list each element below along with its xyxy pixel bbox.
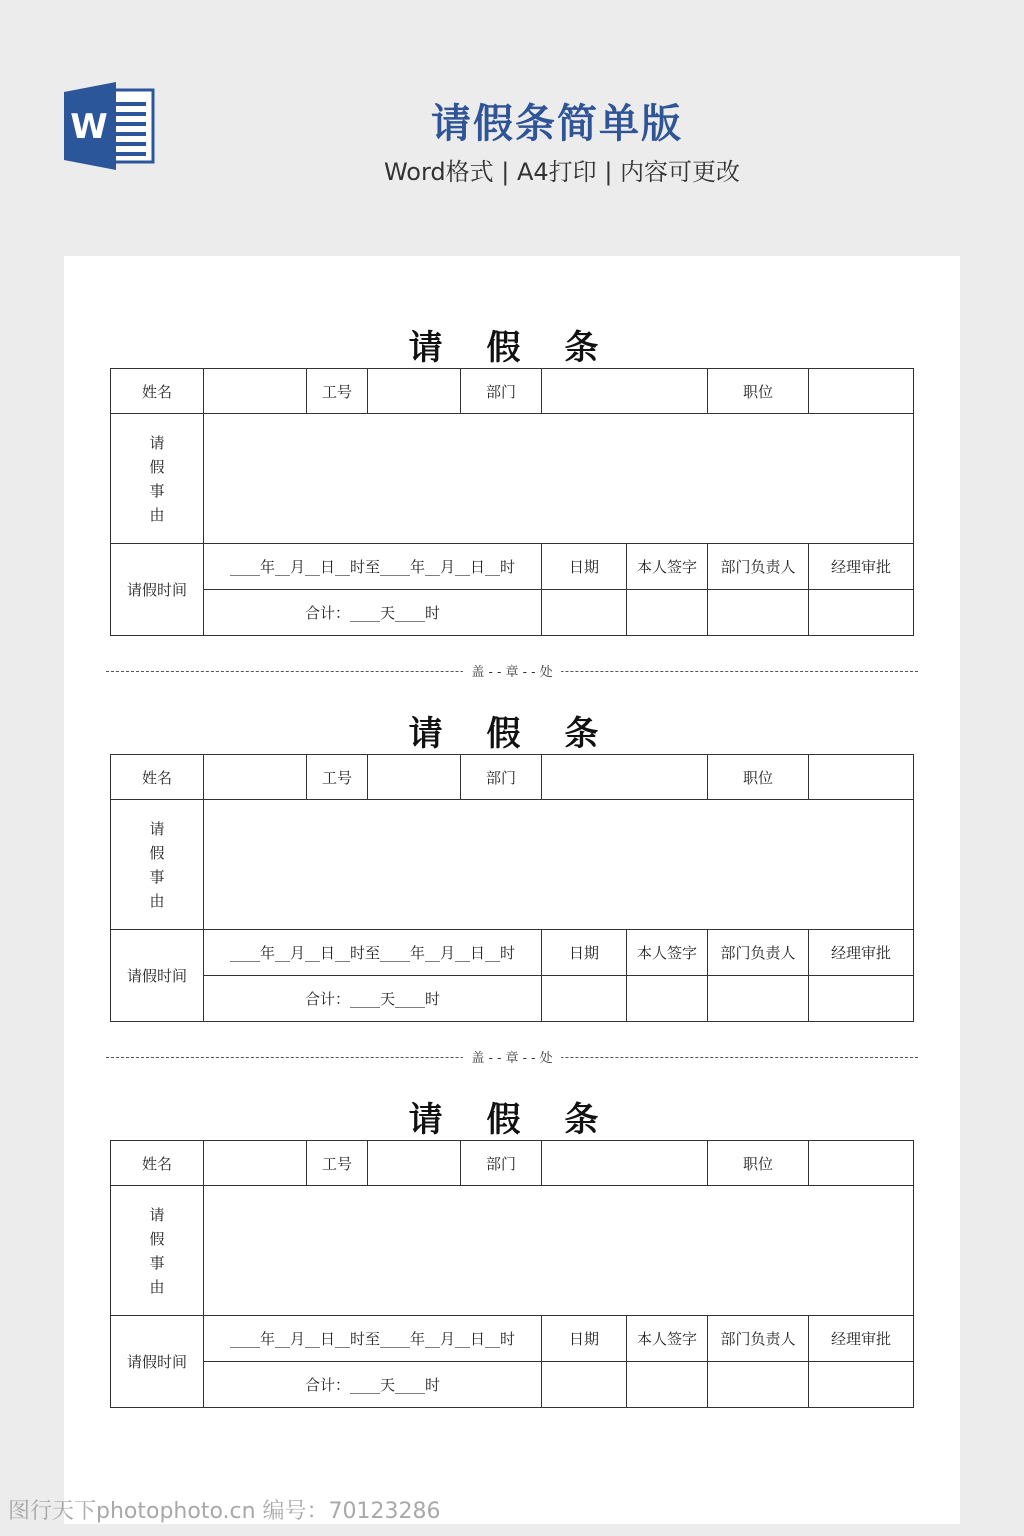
dept-head-field[interactable] xyxy=(708,590,809,636)
manager-approval-field[interactable] xyxy=(809,590,914,636)
total-field[interactable]: 合计：____天____时 xyxy=(204,976,542,1022)
leave-table xyxy=(110,368,914,636)
department-field[interactable] xyxy=(542,369,708,414)
name-label: 姓名 xyxy=(111,1141,204,1186)
position-label: 职位 xyxy=(708,369,809,414)
leave-form xyxy=(110,714,913,1022)
department-field[interactable] xyxy=(542,1141,708,1186)
date-range-field[interactable]: ____年__月__日__时至____年__月__日__时 xyxy=(204,930,542,976)
stamp-separator xyxy=(106,1047,918,1067)
employee-id-field[interactable] xyxy=(368,1141,461,1186)
page-title: 请假条简单版 xyxy=(431,101,683,147)
manager-approval-field[interactable] xyxy=(809,1362,914,1408)
manager-approval-field[interactable] xyxy=(809,976,914,1022)
total-field[interactable]: 合计：____天____时 xyxy=(204,590,542,636)
position-field[interactable] xyxy=(809,1141,914,1186)
employee-id-field[interactable] xyxy=(368,755,461,800)
department-label: 部门 xyxy=(461,1141,542,1186)
name-field[interactable] xyxy=(204,1141,307,1186)
manager-approval-label: 经理审批 xyxy=(809,544,914,590)
form-title: 请 假 条 xyxy=(408,1100,615,1140)
dept-head-label: 部门负责人 xyxy=(708,1316,809,1362)
leave-form xyxy=(110,1100,913,1408)
leave-time-label: 请假时间 xyxy=(111,544,204,636)
employee-id-label: 工号 xyxy=(307,1141,368,1186)
stamp-separator-label: 盖 - - 章 - - 处 xyxy=(463,1051,560,1066)
employee-id-label: 工号 xyxy=(307,369,368,414)
self-sign-label: 本人签字 xyxy=(627,930,708,976)
position-label: 职位 xyxy=(708,1141,809,1186)
leave-table xyxy=(110,754,914,1022)
stamp-separator xyxy=(106,661,918,681)
department-field[interactable] xyxy=(542,755,708,800)
self-sign-field[interactable] xyxy=(627,590,708,636)
employee-id-label: 工号 xyxy=(307,755,368,800)
watermark: 图行天下photophoto.cn 编号：70123286 xyxy=(8,1499,441,1524)
name-field[interactable] xyxy=(204,369,307,414)
date-range-field[interactable]: ____年__月__日__时至____年__月__日__时 xyxy=(204,544,542,590)
name-label: 姓名 xyxy=(111,755,204,800)
reason-field[interactable] xyxy=(204,800,914,930)
reason-label: 请 假 事 由 xyxy=(111,800,204,930)
manager-approval-label: 经理审批 xyxy=(809,930,914,976)
self-sign-field[interactable] xyxy=(627,1362,708,1408)
department-label: 部门 xyxy=(461,369,542,414)
date-field[interactable] xyxy=(542,590,627,636)
self-sign-label: 本人签字 xyxy=(627,1316,708,1362)
date-field[interactable] xyxy=(542,1362,627,1408)
name-field[interactable] xyxy=(204,755,307,800)
date-field[interactable] xyxy=(542,976,627,1022)
leave-form xyxy=(110,328,913,636)
reason-field[interactable] xyxy=(204,1186,914,1316)
dept-head-field[interactable] xyxy=(708,1362,809,1408)
date-label: 日期 xyxy=(542,544,627,590)
name-label: 姓名 xyxy=(111,369,204,414)
form-title: 请 假 条 xyxy=(408,328,615,368)
page-subtitle: Word格式 | A4打印 | 内容可更改 xyxy=(383,158,741,186)
self-sign-label: 本人签字 xyxy=(627,544,708,590)
date-label: 日期 xyxy=(542,1316,627,1362)
dept-head-label: 部门负责人 xyxy=(708,544,809,590)
dept-head-label: 部门负责人 xyxy=(708,930,809,976)
reason-label: 请 假 事 由 xyxy=(111,1186,204,1316)
self-sign-field[interactable] xyxy=(627,976,708,1022)
reason-label: 请 假 事 由 xyxy=(111,414,204,544)
position-field[interactable] xyxy=(809,755,914,800)
form-title: 请 假 条 xyxy=(408,714,615,754)
dept-head-field[interactable] xyxy=(708,976,809,1022)
leave-table xyxy=(110,1140,914,1408)
position-label: 职位 xyxy=(708,755,809,800)
date-range-field[interactable]: ____年__月__日__时至____年__月__日__时 xyxy=(204,1316,542,1362)
department-label: 部门 xyxy=(461,755,542,800)
document-page xyxy=(64,256,960,1524)
manager-approval-label: 经理审批 xyxy=(809,1316,914,1362)
total-field[interactable]: 合计：____天____时 xyxy=(204,1362,542,1408)
employee-id-field[interactable] xyxy=(368,369,461,414)
date-label: 日期 xyxy=(542,930,627,976)
reason-field[interactable] xyxy=(204,414,914,544)
position-field[interactable] xyxy=(809,369,914,414)
leave-time-label: 请假时间 xyxy=(111,1316,204,1408)
leave-time-label: 请假时间 xyxy=(111,930,204,1022)
stamp-separator-label: 盖 - - 章 - - 处 xyxy=(463,665,560,680)
logo-letter: W xyxy=(70,107,108,147)
